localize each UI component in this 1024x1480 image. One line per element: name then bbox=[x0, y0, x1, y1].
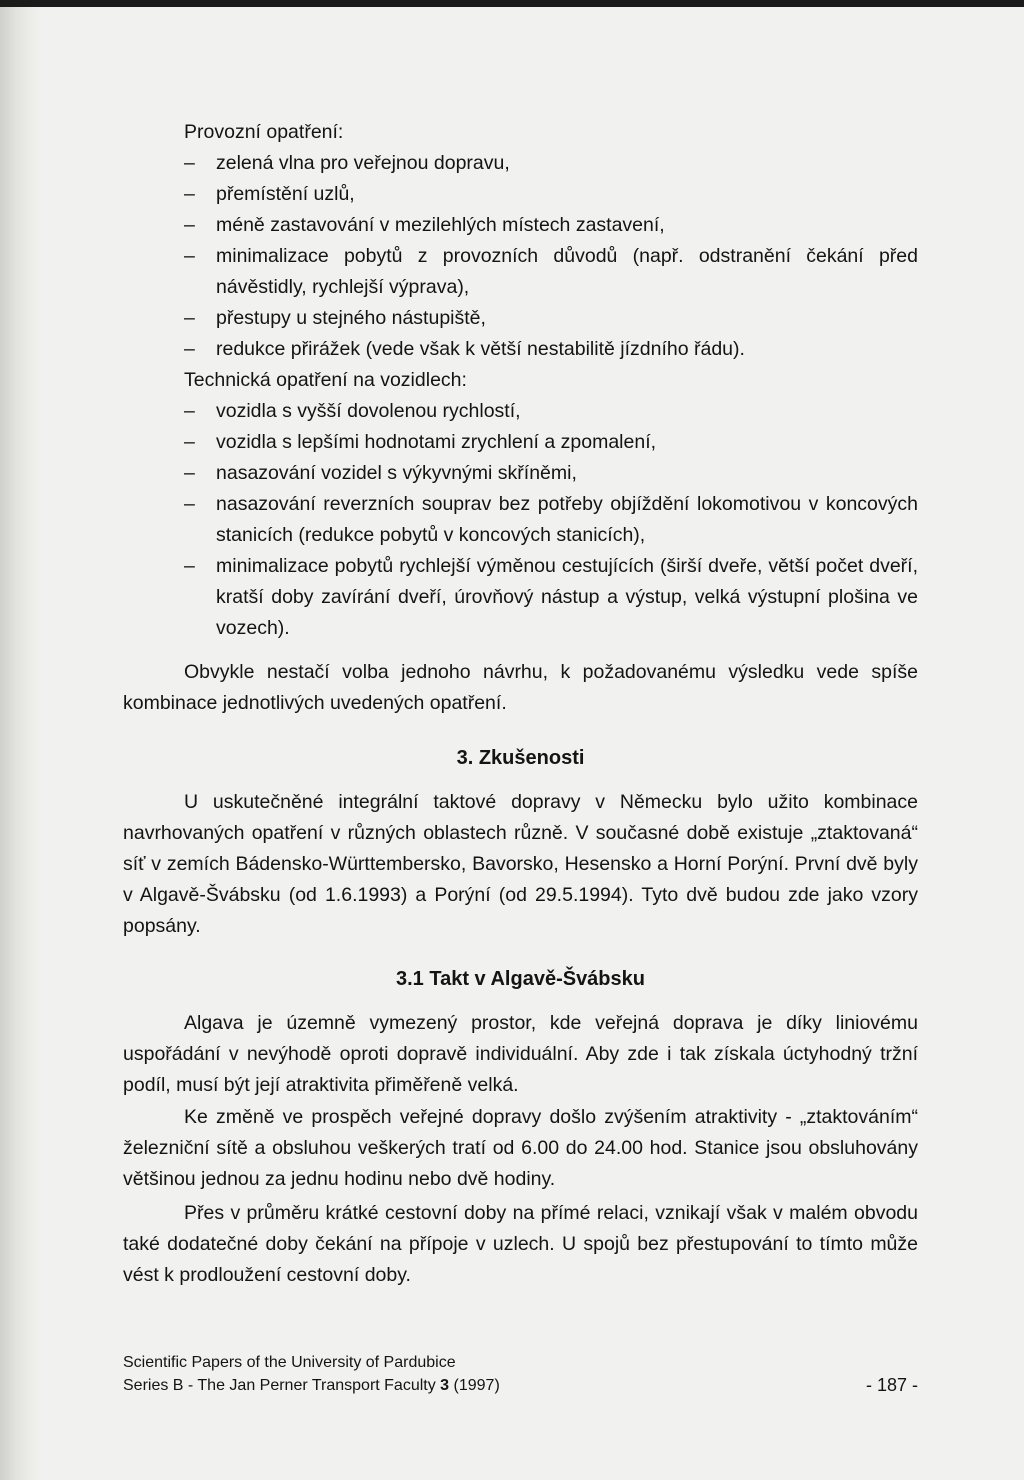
section-heading-experience: 3. Zkušenosti bbox=[456, 747, 585, 769]
list-item: – nasazování reverzních souprav bez potřeby objíždění lokomotivou v koncových stanicích (redukce pobytů v koncových stanicích), bbox=[184, 489, 918, 551]
list-item: – minimalizace pobytů z provozních důvodů (např. odstranění čekání před návěstidly, rychlejší výprava), bbox=[184, 241, 918, 303]
list-item: – přestupy u stejného nástupiště, bbox=[184, 303, 918, 334]
list-item: – redukce přirážek (vede však k větší nestabilitě jízdního řádu). bbox=[184, 334, 918, 365]
dash-bullet: – bbox=[184, 183, 195, 205]
dash-bullet: – bbox=[184, 462, 195, 484]
dash-bullet: – bbox=[184, 400, 195, 422]
list-item: – minimalizace pobytů rychlejší výměnou cestujících (širší dveře, větší počet dveří, kratší doby zavírání dveří, úrovňový nástup a výstup, velká výstupní plošina ve vozech). bbox=[184, 551, 918, 644]
dash-bullet: – bbox=[184, 152, 195, 174]
experience-paragraph: U uskutečněné integrální taktové dopravy v Německu bylo užito kombinace navrhovaných opatření v různých oblastech různě. V současné době existuje „ztaktovaná“ síť v zemích Bádensko-Württembersko, Bavorsko, Hesensko a Horní Porýní. První dvě byly v Algavě-Švábsku (od 1.6.1993) a Porýní (od 29.5.1994). Tyto dvě budou zde jako vzory popsány. bbox=[123, 791, 918, 937]
list-item: – zelená vlna pro veřejnou dopravu, bbox=[184, 148, 918, 179]
operational-measures-list bbox=[184, 148, 918, 365]
dash-bullet: – bbox=[184, 555, 195, 577]
list-item: – nasazování vozidel s výkyvnými skříněmi, bbox=[184, 458, 918, 489]
operational-measures-title: Provozní opatření: bbox=[184, 121, 344, 143]
list-item: – vozidla s lepšími hodnotami zrychlení a zpomalení, bbox=[184, 427, 918, 458]
dash-bullet: – bbox=[184, 214, 195, 236]
dash-bullet: – bbox=[184, 493, 195, 515]
algava-paragraph-1: Algava je územně vymezený prostor, kde veřejná doprava je díky liniovému uspořádání v nevýhodě oproti dopravě individuální. Aby zde i tak získala úctyhodný tržní podíl, musí být její atraktivita přiměřeně velká. bbox=[123, 1012, 918, 1096]
footer-journal-name: Scientific Papers of the University of Pardubice bbox=[123, 1354, 456, 1371]
algava-paragraph-2: Ke změně ve prospěch veřejné dopravy došlo zvýšením atraktivity - „ztaktováním“ železniční sítě a obsluhou veškerých tratí od 6.00 do 24.00 hod. Stanice jsou obsluhovány většinou jednou za jednu hodinu nebo dvě hodiny. bbox=[123, 1106, 918, 1190]
list-item: – méně zastavování v mezilehlých místech zastavení, bbox=[184, 210, 918, 241]
dash-bullet: – bbox=[184, 245, 195, 267]
dash-bullet: – bbox=[184, 338, 195, 360]
list-item: – přemístění uzlů, bbox=[184, 179, 918, 210]
page-number: - 187 - bbox=[865, 1375, 918, 1395]
footer-series: Series B - The Jan Perner Transport Faculty 3 (1997) bbox=[123, 1377, 500, 1394]
combination-paragraph: Obvykle nestačí volba jednoho návrhu, k požadovanému výsledku vede spíše kombinace jednotlivých uvedených opatření. bbox=[123, 661, 918, 714]
technical-measures-list bbox=[184, 396, 918, 644]
footer-series-row bbox=[123, 1374, 918, 1397]
dash-bullet: – bbox=[184, 307, 195, 329]
section-heading-algava: 3.1 Takt v Algavě-Švábsku bbox=[395, 968, 645, 990]
page-footer bbox=[123, 1351, 918, 1397]
list-item: – vozidla s vyšší dovolenou rychlostí, bbox=[184, 396, 918, 427]
algava-paragraph-3: Přes v průměru krátké cestovní doby na přímé relaci, vznikají však v malém obvodu také dodatečné doby čekání na přípoje v uzlech. U spojů bez přestupování to tímto může vést k prodloužení cestovní doby. bbox=[123, 1202, 918, 1286]
technical-measures-title: Technická opatření na vozidlech: bbox=[184, 369, 467, 391]
dash-bullet: – bbox=[184, 431, 195, 453]
